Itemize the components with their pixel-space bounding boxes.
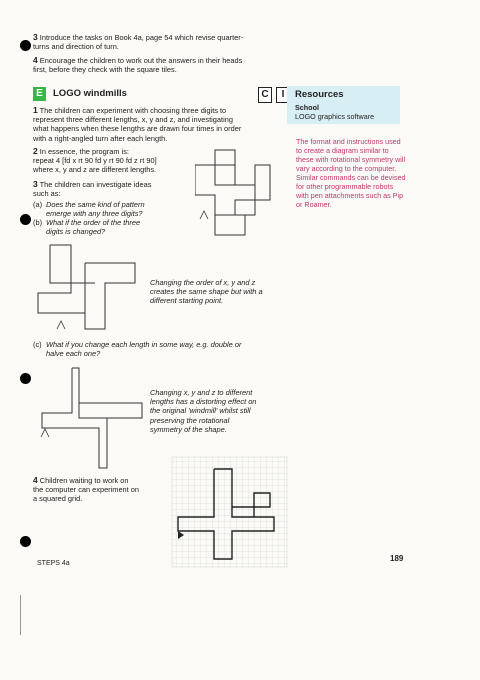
punch-hole	[20, 536, 31, 547]
binding-line	[20, 595, 21, 635]
caption-line: the original 'windmill' whilst still	[150, 406, 251, 416]
caption-line: preserving the rotational	[150, 415, 230, 425]
intro-line: Encourage the children to work out the answers in their heads	[39, 56, 243, 65]
tag-c: C	[258, 87, 272, 103]
question-b-label: (b)	[33, 218, 43, 227]
caption-line: Changing the order of x, y and z	[150, 278, 256, 287]
paragraph-2	[33, 147, 203, 175]
body-line: where x, y and z are different lengths.	[33, 165, 157, 175]
body-line: Children waiting to work on	[39, 476, 129, 485]
squared-grid	[172, 457, 287, 567]
caption-line: creates the same shape but with a	[150, 287, 263, 297]
question-a-label: (a)	[33, 200, 43, 209]
punch-hole	[20, 373, 31, 384]
paragraph-3	[33, 180, 193, 198]
section-badge: E	[33, 87, 46, 101]
question-line: What if the order of the three	[46, 218, 141, 227]
footer-label: STEPS 4a	[37, 560, 70, 567]
windmill-path	[215, 150, 270, 215]
question-line: Does the same kind of pattern	[46, 200, 145, 209]
intro-line: Introduce the tasks on Book 4a, page 54 which revise quarter-	[39, 33, 244, 42]
item-number: 4	[33, 55, 38, 65]
paragraph-1	[33, 106, 283, 143]
resources-title: Resources	[295, 89, 344, 100]
caption-2	[150, 388, 290, 434]
intro-line: first, before they check with the square tiles.	[33, 65, 177, 75]
item-number: 3	[33, 179, 38, 189]
item-number: 3	[33, 32, 38, 42]
page-number: 189	[390, 554, 404, 563]
question-a	[46, 200, 196, 218]
caption-1	[150, 278, 290, 306]
resources-line: LOGO graphics software	[295, 112, 375, 121]
side-note: The format and instructions used to create a diagram similar to these with rotational symmetry will vary according to the computer. Similar commands can be devised for other programmable robots with pen attachments such as Pip or Roamer.	[296, 137, 406, 209]
question-line: What if you change each length in some way, e.g. double or	[46, 340, 242, 349]
question-line: digits is changed?	[46, 227, 106, 237]
body-line: In essence, the program is:	[39, 147, 129, 156]
body-line: a squared grid.	[33, 494, 83, 504]
body-line: The children can investigate ideas	[39, 180, 152, 189]
punch-hole	[20, 40, 31, 51]
paragraph-4	[33, 476, 163, 504]
body-line: represent three different lengths, x, y and z, and investigating	[33, 115, 233, 125]
program-code: repeat 4 [fd x rt 90 fd y rt 90 fd z rt 90]	[33, 156, 157, 166]
body-line: The children can experiment with choosing three digits to	[39, 106, 227, 115]
item-number: 4	[33, 475, 38, 485]
punch-hole	[20, 214, 31, 225]
item-number: 1	[33, 105, 38, 115]
tag-i: I	[276, 87, 290, 103]
intro-item-3	[33, 33, 283, 51]
windmill-diagram-3	[37, 363, 147, 473]
question-c-label: (c)	[33, 340, 42, 349]
windmill-path	[79, 403, 107, 418]
caption-line: symmetry of the shape.	[150, 424, 227, 434]
windmill-diagram-1	[195, 145, 275, 240]
resources-line: School	[295, 103, 319, 112]
turtle-icon	[200, 211, 208, 219]
windmill-path	[50, 245, 95, 283]
question-line: halve each one?	[46, 349, 101, 359]
intro-item-4	[33, 56, 283, 74]
squared-grid-diagram	[170, 455, 290, 570]
turtle-icon	[41, 429, 49, 437]
body-line: such as:	[33, 189, 61, 199]
section-header	[33, 87, 285, 103]
body-line: what happens when these lengths are drawn four times in order	[33, 124, 242, 134]
section-title: LOGO windmills	[53, 88, 127, 99]
caption-line: different starting point.	[150, 296, 224, 306]
body-line: with a right-angled turn after each length.	[33, 133, 168, 143]
turtle-icon	[57, 321, 65, 329]
body-line: the computer can experiment on	[33, 485, 139, 495]
windmill-path	[38, 245, 85, 329]
intro-line: turns and direction of turn.	[33, 42, 119, 52]
windmill-diagram-2	[35, 243, 140, 335]
item-number: 2	[33, 146, 38, 156]
question-c	[46, 340, 296, 358]
caption-line: lengths has a distorting effect on	[150, 397, 257, 407]
question-b	[46, 218, 196, 236]
resources-box	[287, 86, 400, 124]
question-line: emerge with any three digits?	[46, 209, 143, 219]
windmill-path	[85, 263, 135, 329]
caption-line: Changing x, y and z to different	[150, 388, 253, 397]
